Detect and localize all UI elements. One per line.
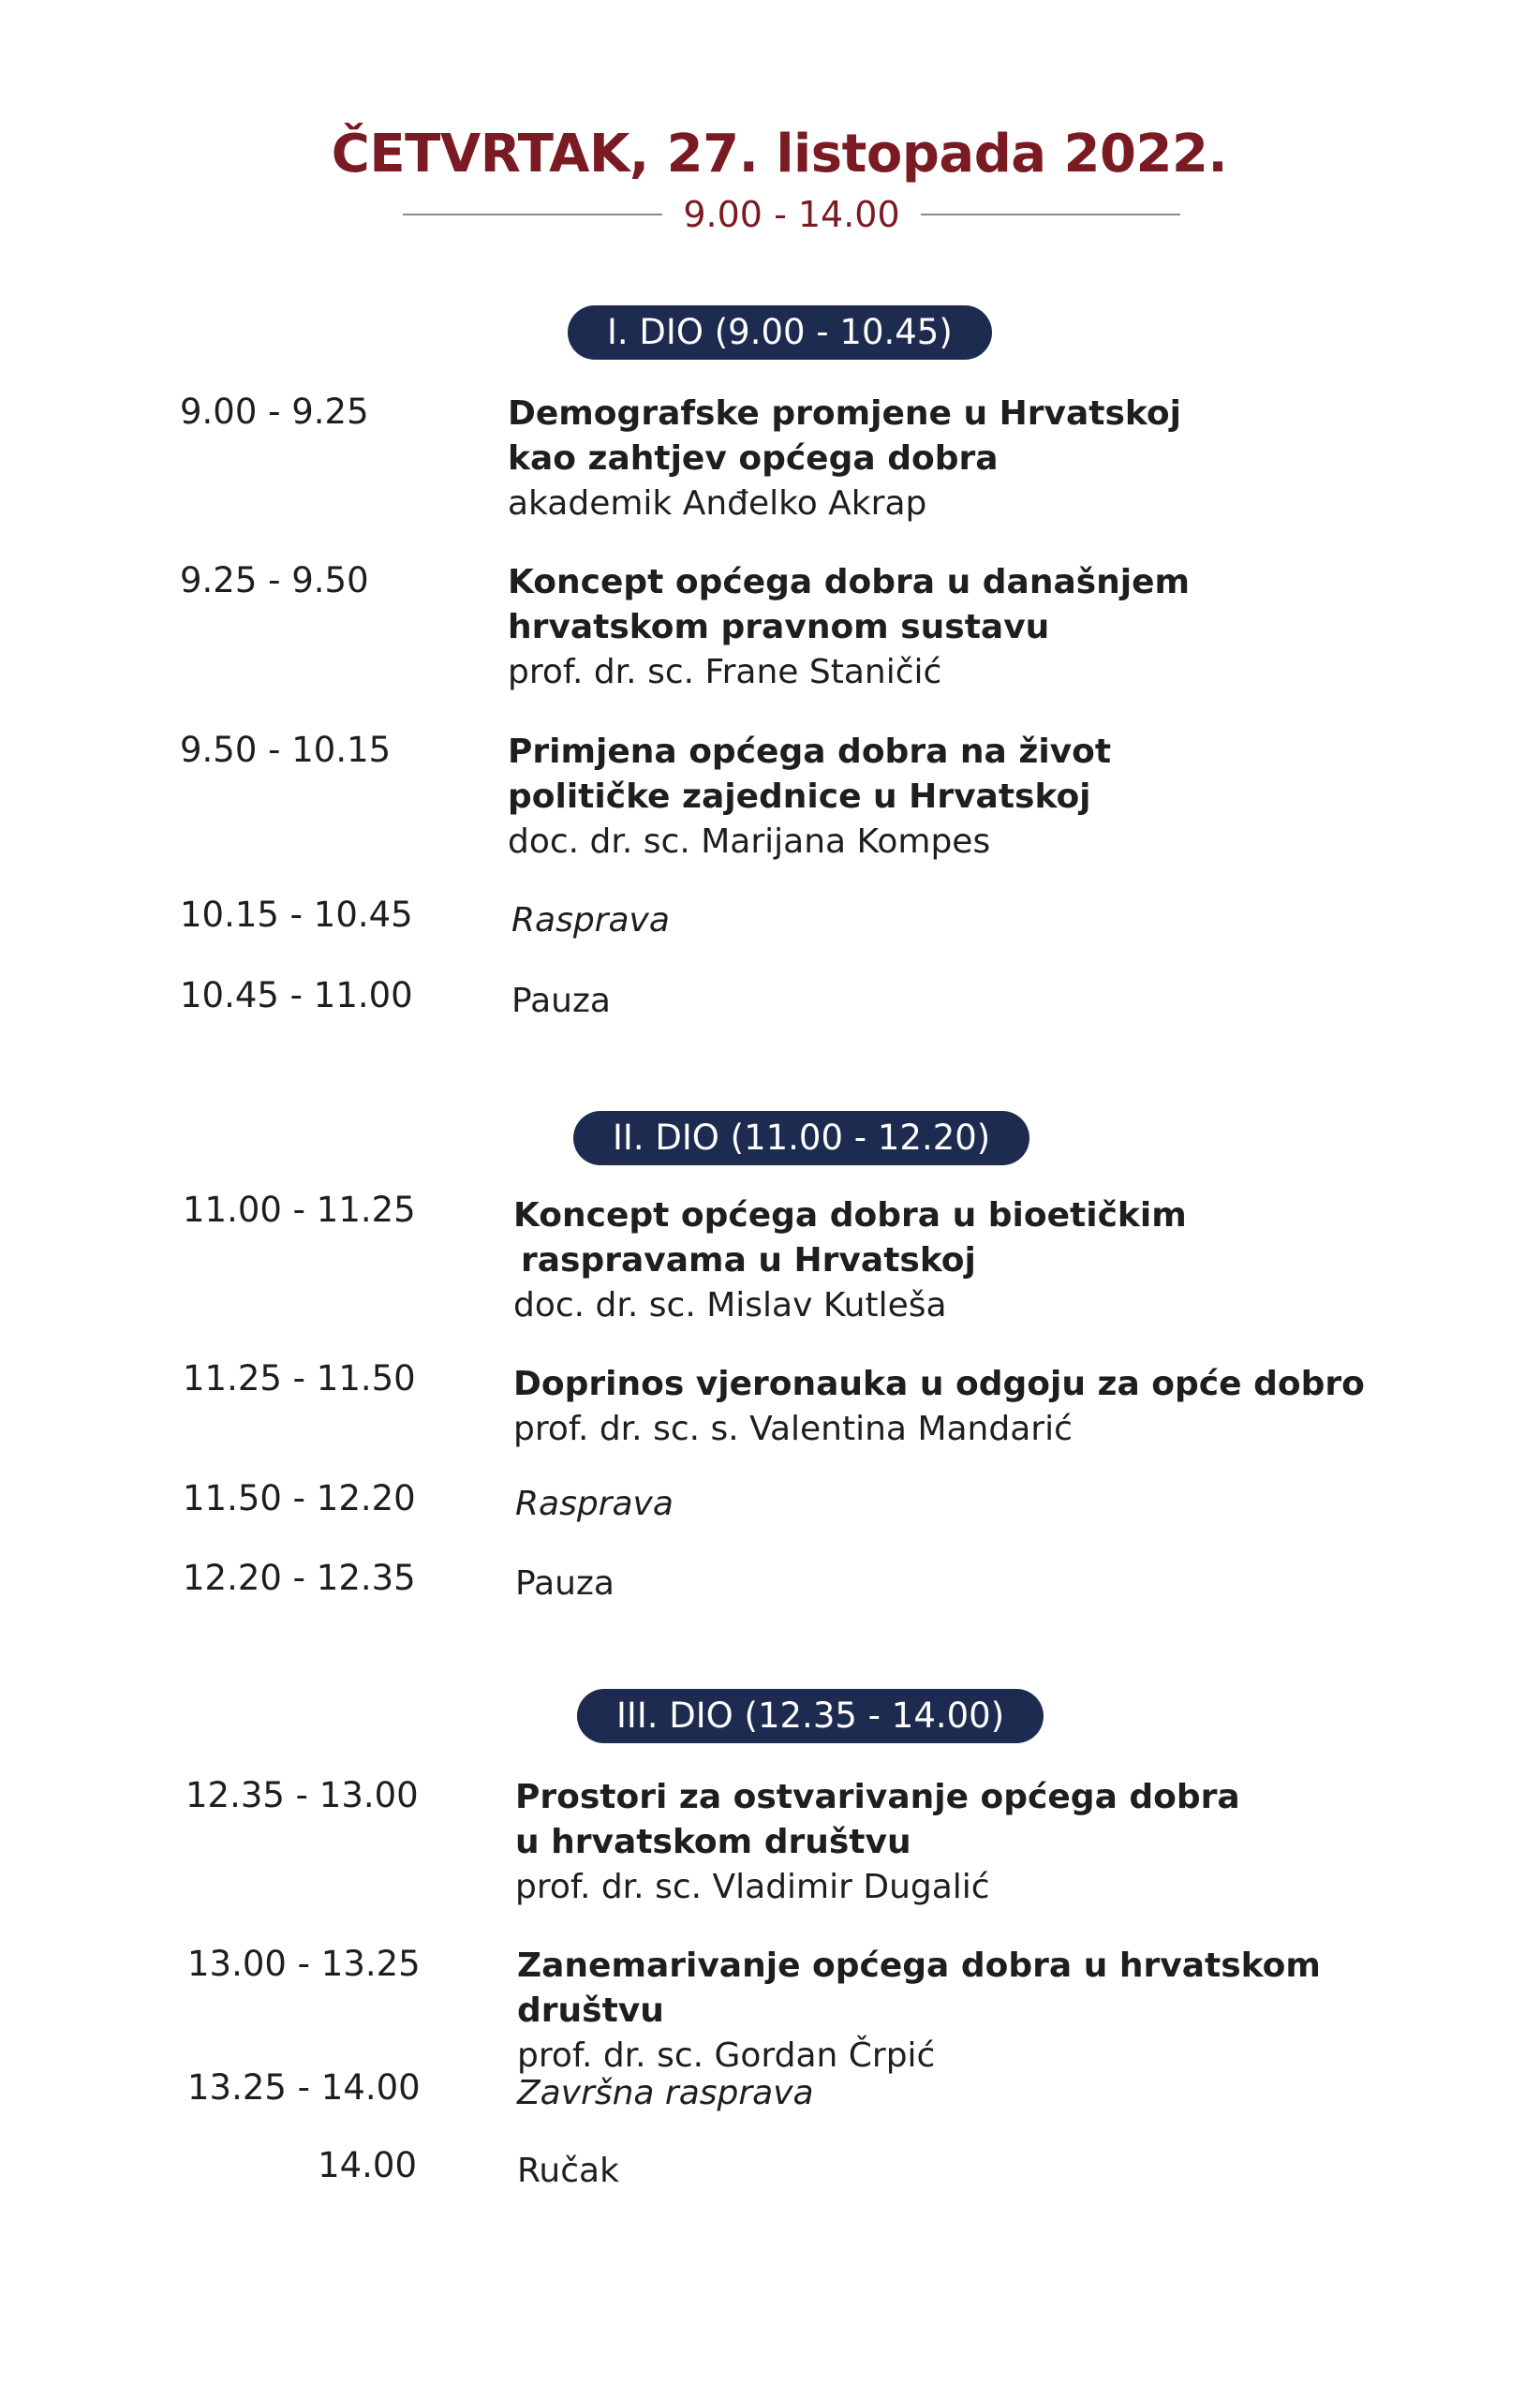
item-time: 13.00 - 13.25 <box>187 1944 421 1984</box>
item-content <box>517 1944 1454 2079</box>
talk-title-line: hrvatskom pravnom sustavu <box>508 608 1050 646</box>
talk-title-line: raspravama u Hrvatskoj <box>521 1241 976 1280</box>
item-content <box>508 392 1444 526</box>
item-content <box>513 1193 1450 1328</box>
talk-title-line: kao zahtjev općega dobra <box>508 439 999 478</box>
speaker-name: prof. dr. sc. s. Valentina Mandarić <box>513 1410 1073 1448</box>
item-time: 9.00 - 9.25 <box>180 392 369 432</box>
item-content <box>515 1562 1452 1606</box>
speaker-name: prof. dr. sc. Frane Staničić <box>508 653 942 691</box>
lunch-label: Ručak <box>517 2152 619 2190</box>
section-badge-1: I. DIO (9.00 - 10.45) <box>568 305 992 360</box>
break-label: Pauza <box>515 1564 615 1603</box>
time-range-row <box>403 190 1180 239</box>
item-content <box>517 2071 1454 2116</box>
discussion-label: Završna rasprava <box>517 2074 814 2112</box>
talk-title-line: političke zajednice u Hrvatskoj <box>508 777 1091 816</box>
item-content <box>513 1362 1450 1452</box>
discussion-label: Rasprava <box>511 901 670 940</box>
item-content <box>511 979 1448 1024</box>
item-content <box>508 560 1444 695</box>
item-time: 13.25 - 14.00 <box>187 2067 421 2108</box>
talk-title-line: Primjena općega dobra na život <box>508 733 1112 771</box>
item-time: 10.45 - 11.00 <box>180 975 413 1015</box>
talk-title-line: Prostori za ostvarivanje općega dobra <box>515 1778 1240 1816</box>
discussion-label: Rasprava <box>515 1485 674 1523</box>
talk-title-line: Zanemarivanje općega dobra u hrvatskom društvu <box>517 1947 1321 2030</box>
item-time: 11.00 - 11.25 <box>183 1190 416 1230</box>
talk-title-line: Doprinos vjeronauka u odgoju za opće dobro <box>513 1365 1365 1403</box>
item-content <box>511 898 1448 943</box>
speaker-name: prof. dr. sc. Gordan Črpić <box>517 2036 936 2075</box>
divider-right <box>921 214 1180 215</box>
item-time: 11.25 - 11.50 <box>183 1358 416 1399</box>
item-time: 9.25 - 9.50 <box>180 560 369 600</box>
talk-title-line: Demografske promjene u Hrvatskoj <box>508 394 1181 433</box>
item-time: 10.15 - 10.45 <box>180 895 413 935</box>
break-label: Pauza <box>511 982 611 1020</box>
page-title: ČETVRTAK, 27. listopada 2022. <box>331 124 1228 185</box>
time-range: 9.00 - 14.00 <box>683 194 900 235</box>
item-content <box>515 1775 1452 1910</box>
section-badge-3: III. DIO (12.35 - 14.00) <box>577 1689 1044 1743</box>
speaker-name: doc. dr. sc. Mislav Kutleša <box>513 1286 947 1325</box>
item-time: 12.35 - 13.00 <box>185 1775 419 1815</box>
item-time: 11.50 - 12.20 <box>183 1478 416 1518</box>
talk-title-line: Koncept općega dobra u bioetičkim <box>513 1196 1187 1235</box>
speaker-name: prof. dr. sc. Vladimir Dugalić <box>515 1868 990 1906</box>
talk-title-line: Koncept općega dobra u današnjem <box>508 563 1191 601</box>
item-content <box>515 1482 1452 1527</box>
item-time: 9.50 - 10.15 <box>180 730 392 770</box>
item-time: 14.00 <box>318 2145 417 2185</box>
section-badge-2: II. DIO (11.00 - 12.20) <box>573 1111 1029 1165</box>
divider-left <box>403 214 662 215</box>
speaker-name: doc. dr. sc. Marijana Kompes <box>508 822 991 861</box>
item-content <box>508 730 1444 865</box>
item-content <box>517 2149 1454 2194</box>
speaker-name: akademik Anđelko Akrap <box>508 484 927 523</box>
talk-title-line: u hrvatskom društvu <box>515 1823 911 1861</box>
item-time: 12.20 - 12.35 <box>183 1558 416 1598</box>
